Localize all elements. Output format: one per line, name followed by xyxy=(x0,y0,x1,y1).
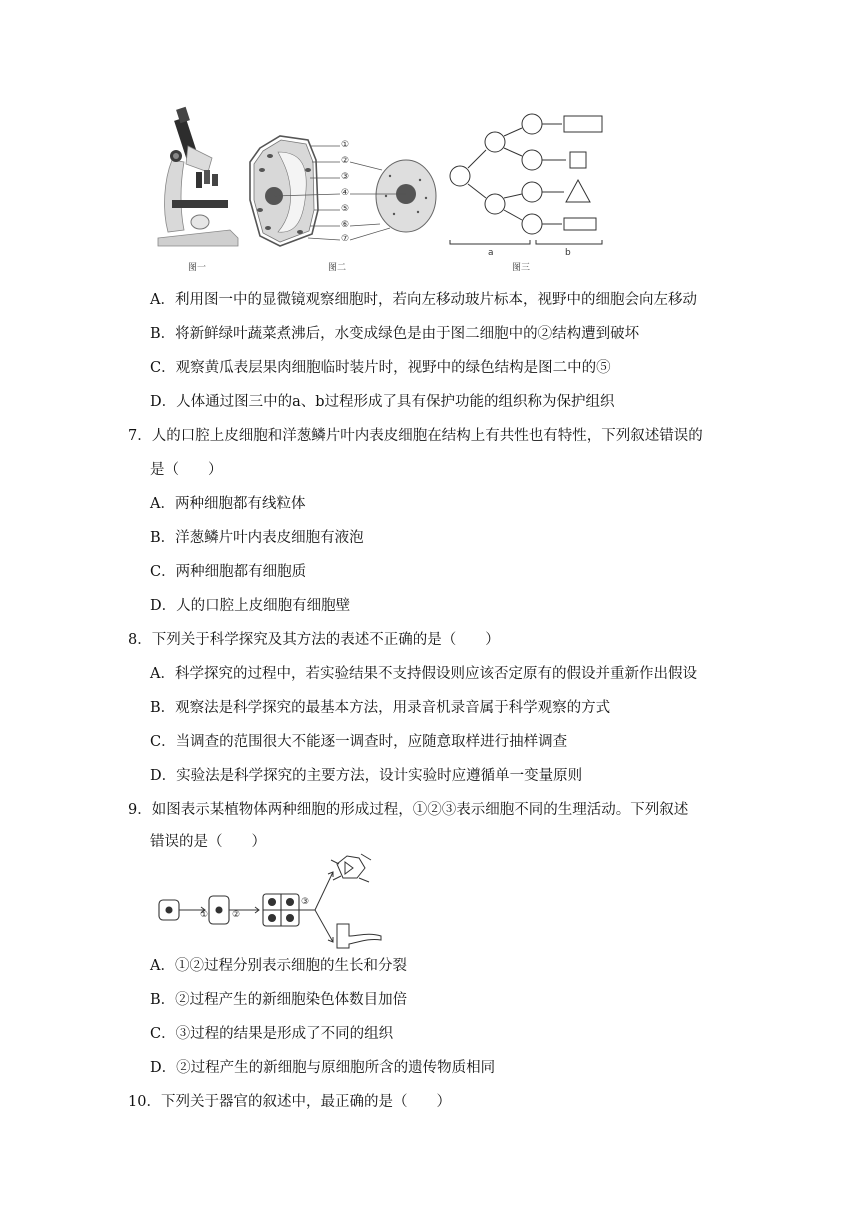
q7-stem-line2: 是（ ） xyxy=(150,462,223,478)
q6-option-d: D．人体通过图三中的a、b过程形成了具有保护功能的组织称为保护组织 xyxy=(150,394,615,410)
q9-option-c: C．③过程的结果是形成了不同的组织 xyxy=(150,1026,394,1042)
fig3-b-label: b xyxy=(565,248,571,258)
q9-option-d: D．②过程产生的新细胞与原细胞所含的遗传物质相同 xyxy=(150,1060,496,1076)
q6-option-c: C．观察黄瓜表层果肉细胞临时装片时，视野中的绿色结构是图二中的⑤ xyxy=(150,360,611,376)
fig3-a-label: a xyxy=(488,248,494,258)
fig2-number-3: ③ xyxy=(341,172,350,182)
q7-option-a: A．两种细胞都有线粒体 xyxy=(150,496,306,512)
q7-stem-line1: 7．人的口腔上皮细胞和洋葱鳞片叶内表皮细胞在结构上有共性也有特性，下列叙述错误的 xyxy=(128,428,703,444)
q9-option-b: B．②过程产生的新细胞染色体数目加倍 xyxy=(150,992,408,1008)
q7-option-d: D．人的口腔上皮细胞有细胞壁 xyxy=(150,598,351,614)
q8-option-c: C．当调查的范围很大不能逐一调查时，应随意取样进行抽样调查 xyxy=(150,734,568,750)
q9-option-a: A．①②过程分别表示细胞的生长和分裂 xyxy=(150,958,407,974)
q8-option-a: A．科学探究的过程中，若实验结果不支持假设则应该否定原有的假设并重新作出假设 xyxy=(150,666,697,682)
fig1-label: 图一 xyxy=(188,263,207,273)
fig2-number-1: ① xyxy=(341,140,350,150)
q8-stem: 8．下列关于科学探究及其方法的表述不正确的是（ ） xyxy=(128,632,500,648)
q6-option-b: B．将新鲜绿叶蔬菜煮沸后，水变成绿色是由于图二细胞中的②结构遭到破坏 xyxy=(150,326,640,342)
microscope-figure xyxy=(158,107,238,246)
q10-stem: 10．下列关于器官的叙述中，最正确的是（ ） xyxy=(128,1094,451,1110)
q9-stem-line2: 错误的是（ ） xyxy=(150,834,266,850)
fig3-label: 图三 xyxy=(512,263,531,273)
cell-division-figure xyxy=(155,852,395,952)
q8-option-b: B．观察法是科学探究的最基本方法，用录音机录音属于科学观察的方式 xyxy=(150,700,611,716)
q6-option-a: A．利用图一中的显微镜观察细胞时，若向左移动玻片标本，视野中的细胞会向左移动 xyxy=(150,292,697,308)
fig2-number-4: ④ xyxy=(341,188,350,198)
fig2-label: 图二 xyxy=(328,263,347,273)
q8-option-d: D．实验法是科学探究的主要方法，设计实验时应遵循单一变量原则 xyxy=(150,768,583,784)
q9-step-1: ① xyxy=(200,910,209,920)
fig2-number-6: ⑥ xyxy=(341,220,350,230)
top-figures xyxy=(150,100,620,280)
q9-step-3: ③ xyxy=(301,897,310,907)
q9-stem-line1: 9．如图表示某植物体两种细胞的形成过程，①②③表示细胞不同的生理活动。下列叙述 xyxy=(128,802,689,818)
q9-step-2: ② xyxy=(232,910,241,920)
fig2-number-5: ⑤ xyxy=(341,204,350,214)
differentiation-figure xyxy=(450,114,602,244)
q7-option-c: C．两种细胞都有细胞质 xyxy=(150,564,307,580)
fig2-number-2: ② xyxy=(341,156,350,166)
fig2-number-7: ⑦ xyxy=(341,234,350,244)
q7-option-b: B．洋葱鳞片叶内表皮细胞有液泡 xyxy=(150,530,364,546)
